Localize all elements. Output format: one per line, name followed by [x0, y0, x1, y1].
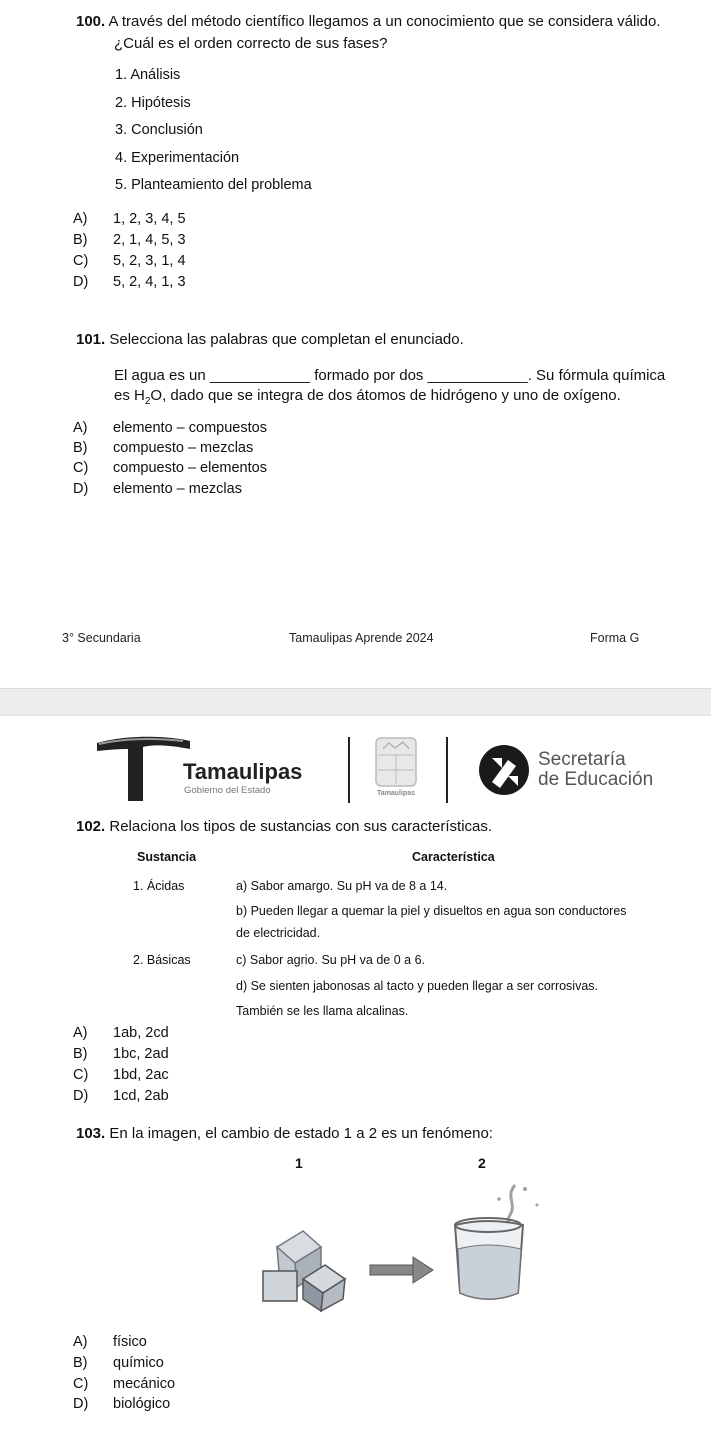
secretaria-line2: de Educación [538, 769, 654, 790]
arrow-right-icon [370, 1257, 433, 1283]
q100-number: 100. [76, 13, 106, 30]
q100-option-d[interactable]: D) 5, 2, 4, 1, 3 [73, 274, 186, 290]
q103-stem [76, 1125, 493, 1142]
footer-title: Tamaulipas Aprende 2024 [289, 631, 434, 645]
substance-basicas: 2. Básicas [133, 953, 191, 967]
divider-1 [348, 737, 350, 803]
q101-prompt: Selecciona las palabras que completan el enunciado. [109, 331, 464, 348]
q100-item-4: 4. Experimentación [115, 150, 240, 166]
glass-of-water-icon [455, 1185, 539, 1299]
q100-option-b[interactable]: B) 2, 1, 4, 5, 3 [73, 232, 186, 248]
q100-item-3: 3. Conclusión [115, 122, 203, 138]
q100-line1: A través del método científico llegamos a un conocimiento que se considera válido. [108, 13, 661, 30]
secretaria-line1: Secretaría [538, 749, 626, 770]
table-header-sustancia: Sustancia [137, 850, 197, 864]
q101-option-b[interactable]: B) compuesto – mezclas [73, 440, 254, 456]
q100-item-5: 5. Planteamiento del problema [115, 177, 312, 193]
q102-option-d[interactable]: D) 1cd, 2ab [73, 1088, 169, 1104]
q101-blank-2[interactable]: ____________ [427, 367, 528, 384]
q100-item-1: 1. Análisis [115, 67, 181, 83]
q100-item-2: 2. Hipótesis [115, 95, 191, 111]
state-seal-icon [373, 735, 419, 789]
q103-option-a[interactable]: A) físico [73, 1334, 147, 1350]
q101-option-d[interactable]: D) elemento – mezclas [73, 481, 242, 497]
characteristic-b-line1: b) Pueden llegar a quemar la piel y disueltos en agua son conductores [236, 904, 627, 918]
q103-option-b[interactable]: B) químico [73, 1355, 164, 1371]
state-change-illustration [255, 1175, 555, 1315]
ice-cubes-icon [263, 1231, 345, 1311]
characteristic-b-line2: de electricidad. [236, 926, 321, 940]
q102-option-c[interactable]: C) 1bd, 2ac [73, 1067, 169, 1083]
brand-name: Tamaulipas [183, 759, 303, 784]
image-label-1: 1 [295, 1155, 303, 1171]
characteristic-a: a) Sabor amargo. Su pH va de 8 a 14. [236, 879, 448, 893]
q102-stem [76, 818, 492, 835]
q101-blank-1[interactable]: ____________ [209, 367, 311, 384]
substance-acidas: 1. Ácidas [133, 879, 185, 893]
q101-option-c[interactable]: C) compuesto – elementos [73, 460, 267, 476]
characteristic-c: c) Sabor agrio. Su pH va de 0 a 6. [236, 953, 425, 967]
q100-stem [76, 13, 661, 30]
q102-number: 102. [76, 818, 106, 835]
divider-2 [446, 737, 448, 803]
characteristic-d-line2: También se les llama alcalinas. [236, 1004, 409, 1018]
q100-option-a[interactable]: A) 1, 2, 3, 4, 5 [73, 211, 186, 227]
q103-option-d[interactable]: D) biológico [73, 1396, 171, 1412]
q101-option-a[interactable]: A) elemento – compuestos [73, 420, 267, 436]
q100-line2: ¿Cuál es el orden correcto de sus fases? [114, 35, 388, 52]
q101-sentence-line2: es $H_2O$, dado que se integra de dos átomos de hidrógeno y uno de oxígeno. [114, 387, 621, 407]
tamaulipas-logo-icon [95, 735, 195, 803]
q103-prompt: En la imagen, el cambio de estado 1 a 2 es un fenómeno: [109, 1125, 493, 1142]
footer-form: Forma G [590, 631, 640, 645]
q102-option-b[interactable]: B) 1bc, 2ad [73, 1046, 169, 1062]
q102-option-a[interactable]: A) 1ab, 2cd [73, 1025, 169, 1041]
footer-grade: 3° Secundaria [62, 631, 141, 645]
q101-number: 101. [76, 331, 106, 348]
brand-subtitle: Gobierno del Estado [184, 785, 271, 796]
q103-number: 103. [76, 1125, 106, 1142]
characteristic-d-line1: d) Se sienten jabonosas al tacto y pueden llegar a ser corrosivas. [236, 979, 599, 993]
q102-prompt: Relaciona los tipos de sustancias con sus características. [109, 818, 493, 835]
q100-option-c[interactable]: C) 5, 2, 3, 1, 4 [73, 253, 186, 269]
q101-sentence-line1: El agua es un ____________ formado por dos ____________. Su fórmula química [114, 367, 666, 384]
page-separator [0, 688, 711, 716]
seal-label: Tamaulipas [377, 790, 415, 797]
education-logo-icon [478, 744, 530, 796]
q101-stem [76, 331, 464, 348]
table-header-caracteristica: Característica [412, 850, 495, 864]
q103-option-c[interactable]: C) mecánico [73, 1376, 176, 1392]
image-label-2: 2 [478, 1155, 486, 1171]
